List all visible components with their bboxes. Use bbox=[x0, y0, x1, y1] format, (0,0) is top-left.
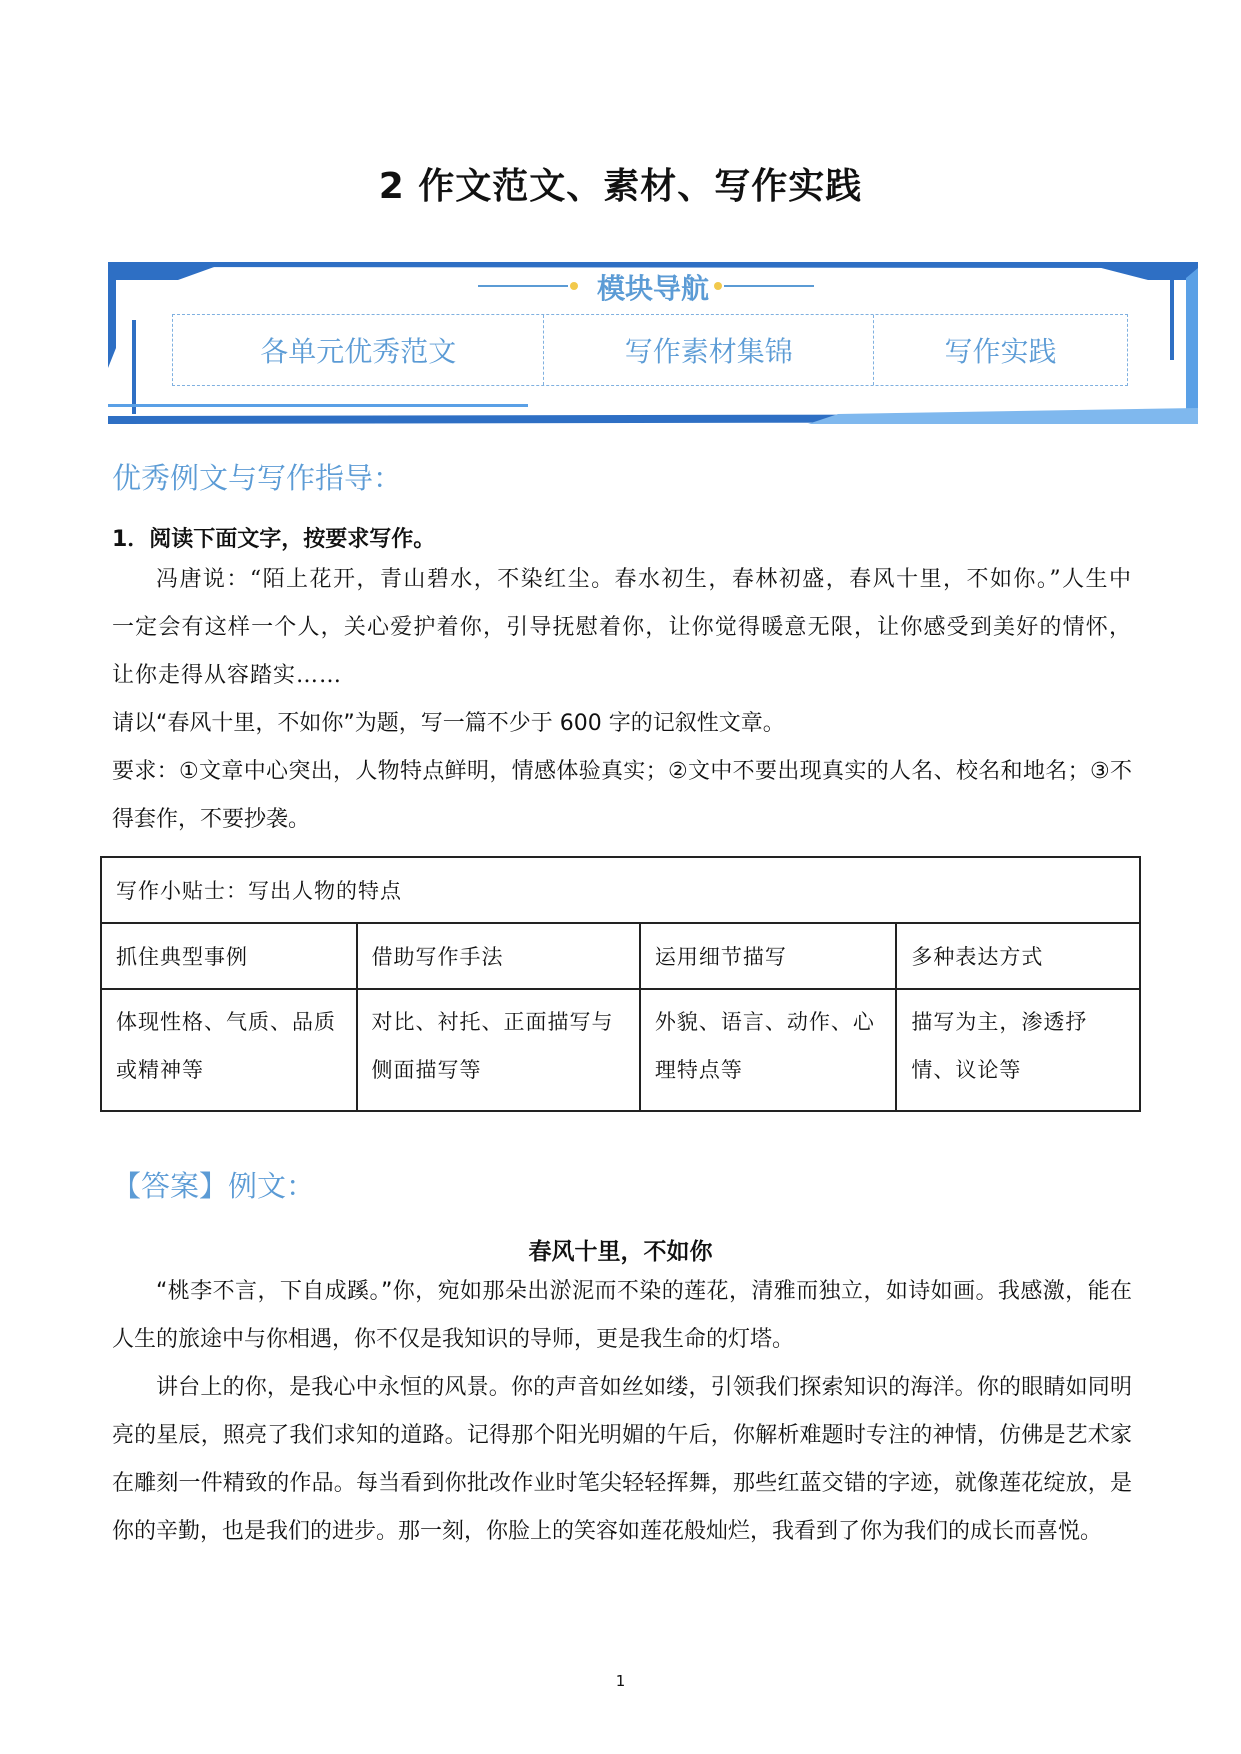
tips-column-header: 抓住典型事例 bbox=[101, 923, 357, 989]
document-title: 2 作文范文、素材、写作实践 bbox=[378, 166, 863, 207]
tips-column-header: 运用细节描写 bbox=[640, 923, 897, 989]
tips-column-header: 多种表达方式 bbox=[896, 923, 1140, 989]
writing-requirements: 要求：①文章中心突出，人物特点鲜明，情感体验真实；②文中不要出现真实的人名、校名和地名；③不得套作，不要抄袭。 bbox=[112, 759, 1132, 832]
page-number: 1 bbox=[615, 1672, 626, 1690]
writing-instruction: 请以“春风十里，不如你”为题，写一篇不少于 600 字的记叙性文章。 bbox=[112, 711, 785, 736]
nav-link-writing-practice[interactable]: 写作实践 bbox=[873, 315, 1127, 385]
essay-title: 春风十里，不如你 bbox=[528, 1239, 713, 1265]
nav-link-writing-materials[interactable]: 写作素材集锦 bbox=[543, 315, 873, 385]
nav-heading: 模块导航 bbox=[596, 272, 709, 305]
tips-title: 写作小贴士：写出人物的特点 bbox=[101, 857, 1140, 923]
writing-tips-table bbox=[100, 856, 1141, 1112]
section-heading: 优秀例文与写作指导： bbox=[112, 461, 403, 495]
nav-link-model-essays[interactable]: 各单元优秀范文 bbox=[260, 335, 457, 368]
tips-detail-cell: 描写为主，渗透抒情、议论等 bbox=[896, 989, 1140, 1111]
tips-column-header: 借助写作手法 bbox=[357, 923, 640, 989]
essay-paragraph: “桃李不言，下自成蹊。”你，宛如那朵出淤泥而不染的莲花，清雅而独立，如诗如画。我感激，能在人生的旅途中与你相遇，你不仅是我知识的导师，更是我生命的灯塔。 bbox=[112, 1279, 1132, 1352]
tips-detail-cell: 对比、衬托、正面描写与侧面描写等 bbox=[357, 989, 640, 1111]
tips-detail-cell: 外貌、语言、动作、心理特点等 bbox=[640, 989, 897, 1111]
nav-links bbox=[172, 314, 1128, 386]
tips-detail-cell: 体现性格、气质、品质或精神等 bbox=[101, 989, 357, 1111]
essay-paragraph: 讲台上的你，是我心中永恒的风景。你的声音如丝如缕，引领我们探索知识的海洋。你的眼睛如同明亮的星辰，照亮了我们求知的道路。记得那个阳光明媚的午后，你解析难题时专注的神情，仿佛是艺术家在雕刻一件精致的作品。每当看到你批改作业时笔尖轻轻挥舞，那些红蓝交错的字迹，就像莲花绽放，是你的辛勤，也是我们的进步。那一刻，你脸上的笑容如莲花般灿烂，我看到了你为我们的成长而喜悦。 bbox=[112, 1375, 1132, 1544]
module-navigation bbox=[108, 258, 1198, 428]
answer-heading: 【答案】例文： bbox=[112, 1169, 316, 1203]
question-label: 1．阅读下面文字，按要求写作。 bbox=[112, 527, 436, 552]
prompt-quote: 冯唐说：“陌上花开，青山碧水，不染红尘。春水初生，春林初盛，春风十里，不如你。”人生中一定会有这样一个人，关心爱护着你，引导抚慰着你，让你觉得暖意无限，让你感受到美好的情怀，让你走得从容踏实…… bbox=[112, 567, 1132, 688]
